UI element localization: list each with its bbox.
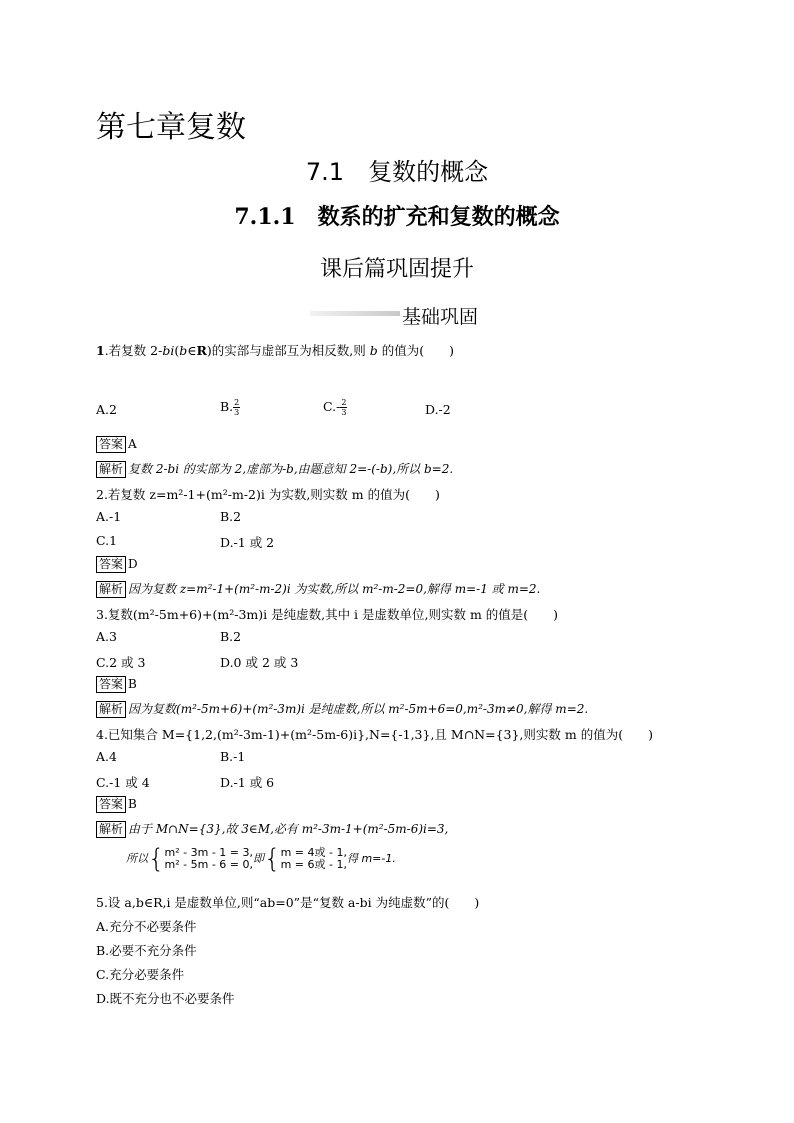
q5-option-d: D.既不充分也不必要条件 — [96, 991, 235, 1006]
q5-option-a: A.充分不必要条件 — [96, 919, 197, 934]
answer-label: 答案 — [96, 556, 126, 573]
answer-label: 答案 — [96, 436, 126, 453]
q3-option-a: A.3 — [96, 629, 117, 644]
q3-option-b: B.2 — [220, 629, 242, 644]
q4-option-b: B.-1 — [220, 749, 246, 764]
q4-answer: 答案 B — [96, 796, 137, 813]
q2-option-d: D.-1 或 2 — [220, 535, 275, 550]
q2-option-c: C.1 — [96, 533, 118, 548]
question-2-stem: 2.若复数 z=m²-1+(m²-m-2)i 为实数,则实数 m 的值为( ) — [96, 487, 440, 502]
q4-equation-system: 所以{ m² - 3m - 1 = 3, m² - 5m - 6 = 0, 即{ m = 4或 - 1, m = 6或 - 1, 得 m=-1. — [126, 844, 396, 874]
q4-option-a: A.4 — [96, 749, 117, 764]
q2-option-a: A.-1 — [96, 509, 122, 524]
q4-option-c: C.-1 或 4 — [96, 775, 150, 790]
q5-option-b: B.必要不充分条件 — [96, 943, 197, 958]
q3-answer: 答案 B — [96, 676, 137, 693]
q1-option-c: C.- $\frac{2}{3}$ — [323, 398, 347, 417]
q2-option-b: B.2 — [220, 509, 242, 524]
q5-option-c: C.充分必要条件 — [96, 967, 185, 982]
question-1-stem: 1.若复数 2-bi(b∈R)的实部与虚部互为相反数,则 b 的值为( ) — [96, 343, 454, 358]
q1-option-d: D.-2 — [425, 402, 451, 417]
question-4-stem: 4.已知集合 M={1,2,(m²-3m-1)+(m²-5m-6)i},N={-1,3},且 M∩N={3},则实数 m 的值为( ) — [96, 727, 653, 742]
q3-analysis: 解析 因为复数(m²-5m+6)+(m²-3m)i 是纯虚数,所以 m²-5m+6=0,m²-3m≠0,解得 m=2. — [96, 700, 588, 718]
analysis-label: 解析 — [96, 581, 126, 598]
subsection-title: 7.1.1 数系的扩充和复数的概念 — [234, 204, 560, 230]
page-title: 课后篇巩固提升 — [319, 257, 474, 282]
q2-answer: 答案 D — [96, 556, 138, 573]
q3-option-d: D.0 或 2 或 3 — [220, 655, 299, 670]
analysis-label: 解析 — [96, 461, 126, 478]
q4-option-d: D.-1 或 6 — [220, 775, 275, 790]
q1-option-a: A.2 — [96, 402, 117, 417]
analysis-label: 解析 — [96, 701, 126, 718]
answer-label: 答案 — [96, 676, 126, 693]
part-title: 基础巩固 — [402, 306, 479, 328]
question-3-stem: 3.复数(m²-5m+6)+(m²-3m)i 是纯虚数,其中 i 是虚数单位,则实数 m 的值是( ) — [96, 607, 559, 622]
q1-answer: 答案 A — [96, 436, 137, 453]
analysis-label: 解析 — [96, 821, 126, 838]
chapter-title: 第七章复数 — [96, 110, 246, 145]
q4-analysis: 解析 由于 M∩N={3},故 3∈M,必有 m²-3m-1+(m²-5m-6)i=3, — [96, 820, 448, 838]
q1-analysis: 解析 复数 2-bi 的实部为 2,虚部为-b,由题意知 2=-(-b),所以 b=2. — [96, 460, 453, 478]
question-5-stem: 5.设 a,b∈R,i 是虚数单位,则“ab=0”是“复数 a-bi 为纯虚数”的( ) — [96, 895, 480, 910]
answer-label: 答案 — [96, 796, 126, 813]
q3-option-c: C.2 或 3 — [96, 655, 146, 670]
q2-analysis: 解析 因为复数 z=m²-1+(m²-m-2)i 为实数,所以 m²-m-2=0,解得 m=-1 或 m=2. — [96, 580, 540, 598]
q1-option-b: B. $\frac{2}{3}$ — [220, 398, 240, 417]
section-title: 7.1 复数的概念 — [305, 158, 489, 186]
section-decor-bar — [310, 311, 400, 316]
